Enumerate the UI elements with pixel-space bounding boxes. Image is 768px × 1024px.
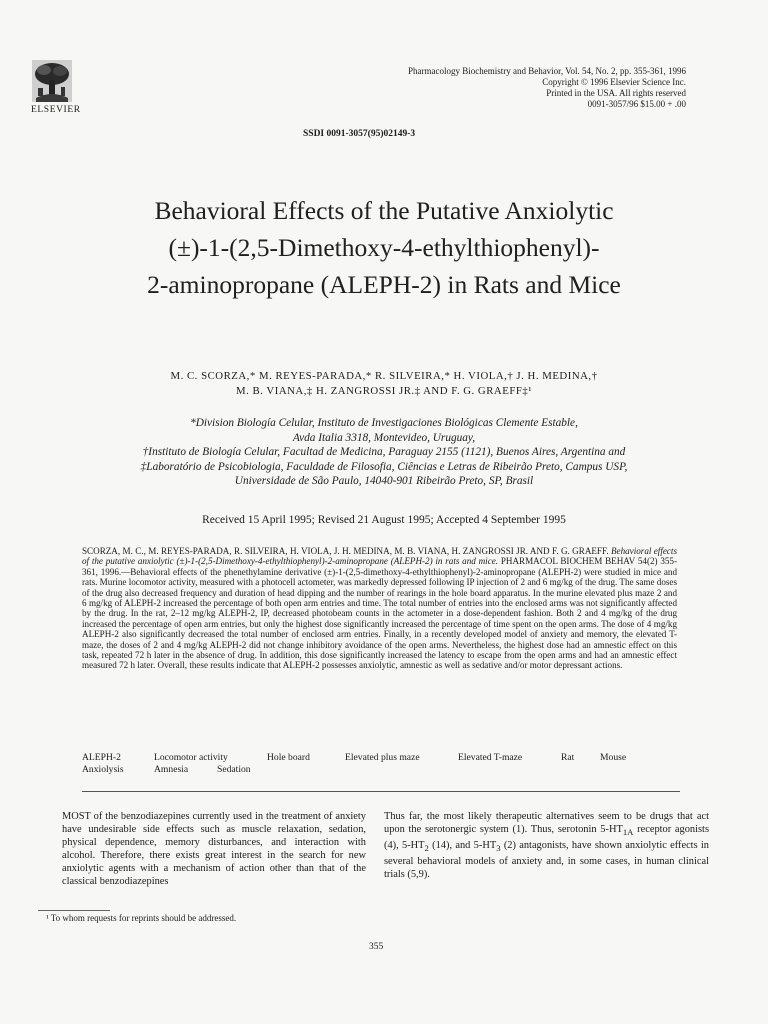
keywords [82,752,626,776]
keyword: Elevated plus maze [345,752,420,763]
page-number: 355 [369,942,384,952]
keyword: Hole board [267,752,310,763]
paper-title [20,192,748,303]
abstract-citation: PHARMACOL BIOCHEM BEHAV 54(2) 355-361, 1996. [82,556,677,577]
abstract-authors: SCORZA, M. C., M. REYES-PARADA, R. SILVEIRA, H. VIOLA, J. H. MEDINA, M. B. VIANA, H. ZANGROSSI JR. AND F. G. GRAEFF. [82,546,609,556]
ssdi-number: SSDI 0091-3057(95)02149-3 [303,129,416,139]
subscript: 3 [496,843,501,854]
journal-citation: Pharmacology Biochemistry and Behavior, Vol. 54, No. 2, pp. 355-361, 1996 [407,66,686,76]
keyword: Elevated T-maze [458,752,523,763]
section-divider [82,791,680,792]
keyword: Rat [561,752,575,763]
affiliation-line-2: Avda Italia 3318, Montevideo, Uruguay, [292,431,476,444]
affiliation-line-1: *Division Biología Celular, Instituto de Investigaciones Biológicas Clemente Estable, [190,417,578,429]
authors-line-2: M. B. VIANA,‡ H. ZANGROSSI JR.‡ AND F. G. GRAEFF‡¹ [236,385,532,397]
affiliation-line-4: ‡Laboratório de Psicobiologia, Faculdade de Filosofia, Ciências e Letras de Ribeirão Preto, Campus USP, [140,460,628,473]
body-text: (14), and 5-HT [428,840,497,852]
affiliation-line-3: †Instituto de Biología Celular, Facultad de Medicina, Paraguay 2155 (1121), Buenos Aires, Argentina and [142,446,626,459]
received-dates: Received 15 April 1995; Revised 21 August 1995; Accepted 4 September 1995 [202,514,566,526]
keyword: Sedation [217,764,251,775]
authors-line-1: M. C. SCORZA,* M. REYES-PARADA,* R. SILVEIRA,* H. VIOLA,† J. H. MEDINA,† [170,370,598,382]
abstract-body: —Behavioral effects of the phenethylamine derivative (±)-1-(2,5-dimethoxy-4-ethylthiophenyl)-2-aminopropane (ALEPH-2) were studied in mice and rats. Murine locomotor activity, measured with a photocell actometer, was markedly depressed following IP injection of 2 and 6 mg/kg of the drug. The same doses of the drug also decreased frequency and duration of head dipping and the number of rearings in the hole board apparatus. In the murine elevated plus maze 2 and 6 mg/kg of ALEPH-2 increased the percentage of both open arm entries and time. The total number of entries into the enclosed arms was not significantly affected by the drug. In the rat, 2–12 mg/kg ALEPH-2, IP, decreased photobeam counts in the actometer in a dose-dependent fashion. Both 2 and 4 mg/kg of the drug increased the percentage of open arm entries, but only the highest dose significantly increased the percentage of time spent on the open arms. The dose of 4 mg/kg ALEPH-2 also significantly decreased the total number of enclosed arm entries. Finally, in a recently developed model of anxiety and memory, the elevated T-maze, the doses of 2 and 4 mg/kg ALEPH-2 did not change inhibitory avoidance of the open arms. Nevertheless, the highest dose had an amnestic effect on this task, repeated 72 h later in the absence of drug. In addition, this dose significantly increased the latency to escape from the open arms and had an amnestic effect measured 72 h later. Overall, these results indicate that ALEPH-2 possesses anxiolytic, amnestic as well as sedative and/or motor depressant actions. [82,566,678,671]
subscript: 1A [622,827,634,838]
keyword: Amnesia [154,764,189,775]
title-line-3: 2-aminopropane (ALEPH-2) in Rats and Mice [147,270,621,299]
body-column-left: MOST of the benzodiazepines currently used in the treatment of anxiety have undesirable side effects such as muscle relaxation, sedation, physical dependence, memory disturbances, and interaction with alcohol. Therefore, there exists great interest in the search for new anxiolytic agents with a mechanism of action other than that of the classical benzodiazepines [62,811,366,887]
keyword: Mouse [600,752,627,763]
affiliation-line-5: Universidade de São Paulo, 14040-901 Ribeirão Preto, SP, Brasil [234,475,534,488]
footnote: ¹ To whom requests for reprints should be addressed. [46,913,237,923]
journal-issn: 0091-3057/96 $15.00 + .00 [587,99,686,109]
title-line-1: Behavioral Effects of the Putative Anxiolytic [154,196,614,225]
body-text: Thus far, the most likely therapeutic alternatives seem to be drugs that act upon the serotonergic system (1). Thus, serotonin 5-HT [384,811,709,835]
abstract-title: Behavioral effects of the putative anxiolytic (±)-1-(2,5-Dimethoxy-4-ethylthiophenyl)-2-aminopropane (ALEPH-2) in rats and mice. [82,546,677,567]
keyword: Locomotor activity [154,752,228,763]
elsevier-logo [30,58,81,115]
subscript: 2 [424,843,429,854]
elsevier-tree-icon [30,58,74,104]
keyword: Anxiolysis [82,764,124,775]
body-column-right [384,810,709,881]
elsevier-wordmark: ELSEVIER [31,105,81,115]
affiliations [40,416,728,489]
journal-rights: Printed in the USA. All rights reserved [546,88,686,98]
body-text: receptor agonists (4), 5-HT [384,824,709,852]
authors [40,369,728,399]
abstract [82,546,677,671]
footnote-rule [38,910,110,911]
keywords-row-1 [82,752,626,764]
title-line-2: (±)-1-(2,5-Dimethoxy-4-ethylthiophenyl)- [168,233,600,262]
journal-copyright: Copyright © 1996 Elsevier Science Inc. [542,77,686,87]
keywords-row-2 [82,764,626,776]
journal-info [408,66,686,110]
keyword: ALEPH-2 [82,752,121,763]
body-text: (2) antagonists, have shown anxiolytic effects in several behavioral models of anxiety and, in some cases, in human clinical trials (5,9). [384,840,710,881]
